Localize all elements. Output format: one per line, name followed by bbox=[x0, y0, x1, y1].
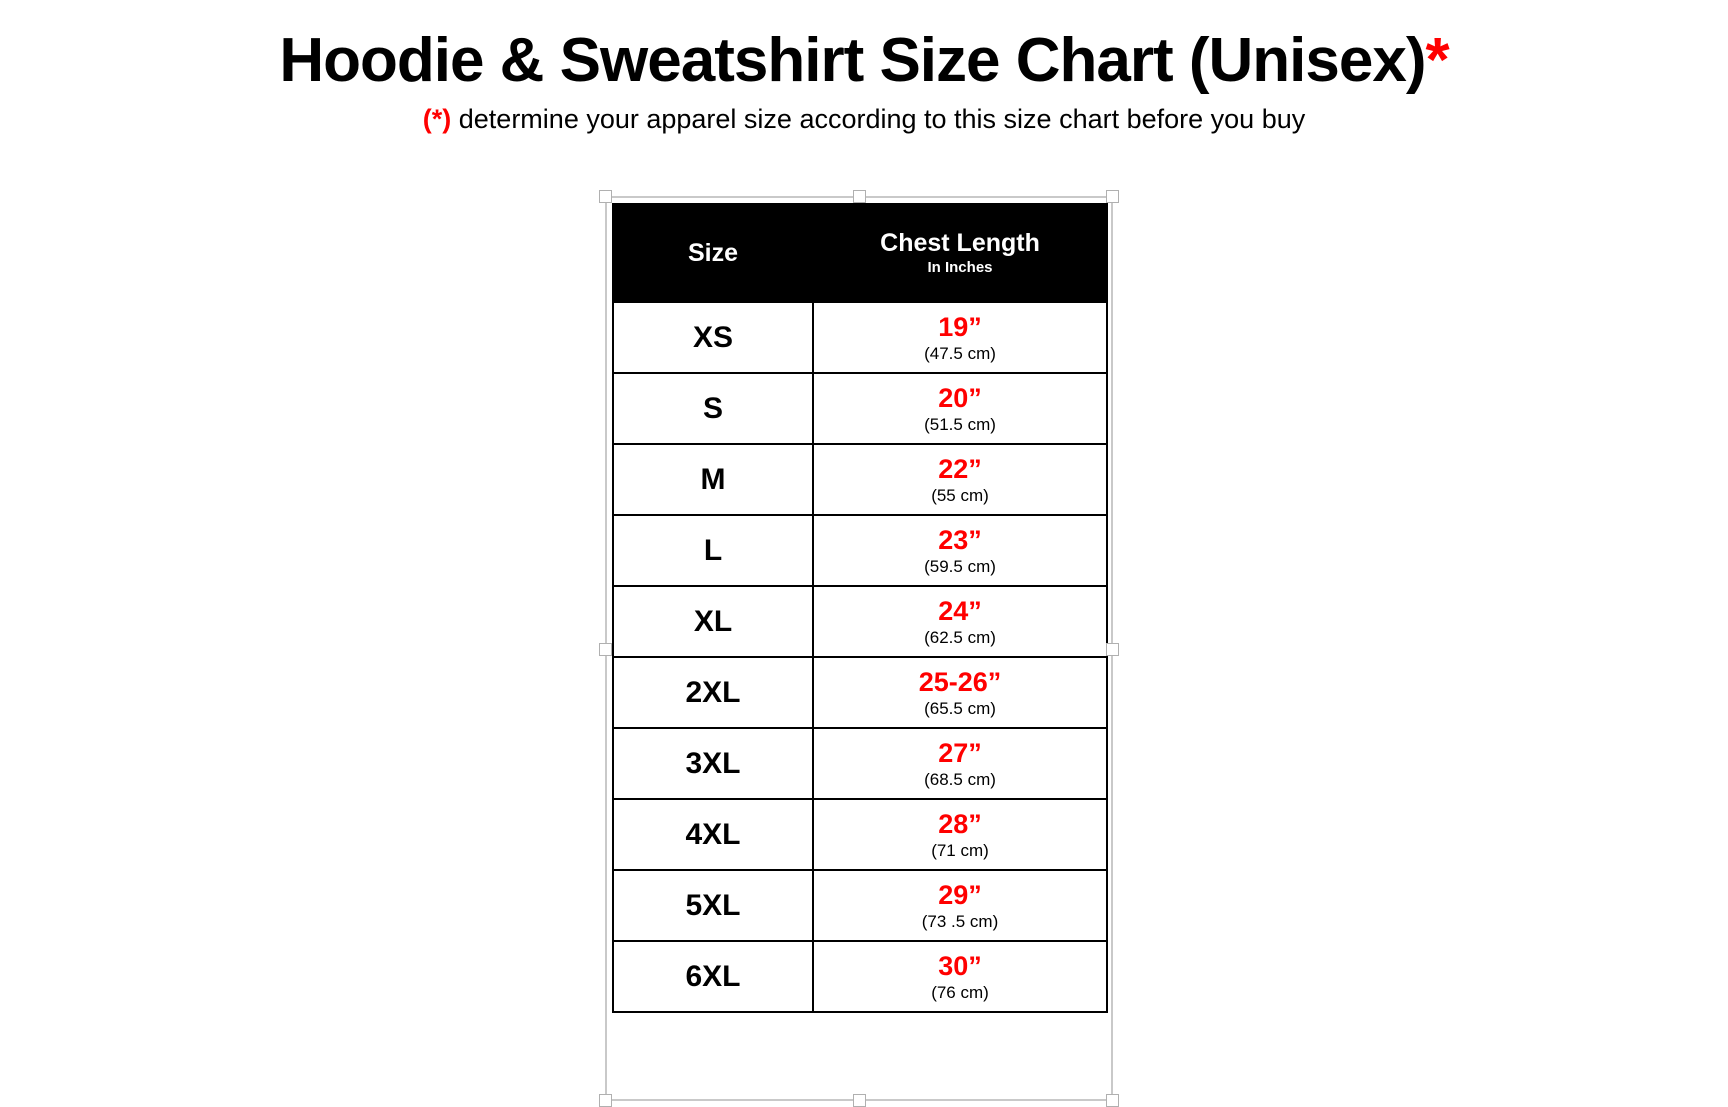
column-header-chest-sub: In Inches bbox=[927, 259, 993, 277]
cell-chest-cm: (47.5 cm) bbox=[924, 343, 996, 363]
cell-chest-inches: 28” bbox=[938, 808, 982, 839]
subtitle-text: determine your apparel size according to this size chart before you buy bbox=[451, 104, 1306, 135]
resize-handle-middle-right[interactable] bbox=[1106, 643, 1119, 656]
subtitle-asterisk: (*) bbox=[422, 104, 452, 135]
column-header-chest-main: Chest Length bbox=[880, 228, 1040, 257]
cell-size: S bbox=[613, 373, 813, 444]
cell-chest bbox=[813, 941, 1107, 1012]
table-row bbox=[613, 870, 1107, 941]
table-body bbox=[613, 302, 1107, 1012]
cell-chest-inches: 25-26” bbox=[918, 666, 1002, 697]
column-header-size: Size bbox=[613, 204, 813, 302]
cell-chest bbox=[813, 373, 1107, 444]
resize-handle-top-right[interactable] bbox=[1106, 190, 1119, 203]
table-row bbox=[613, 515, 1107, 586]
cell-chest-inches: 29” bbox=[938, 879, 982, 910]
cell-size: XS bbox=[613, 302, 813, 373]
page-title bbox=[0, 28, 1728, 93]
page-subtitle bbox=[0, 105, 1728, 135]
cell-chest-cm: (73 .5 cm) bbox=[921, 911, 999, 931]
cell-size: 3XL bbox=[613, 728, 813, 799]
table-header-row bbox=[613, 204, 1107, 302]
cell-size: 2XL bbox=[613, 657, 813, 728]
cell-chest-cm: (71 cm) bbox=[931, 840, 989, 860]
resize-handle-bottom-right[interactable] bbox=[1106, 1094, 1119, 1107]
table-row bbox=[613, 444, 1107, 515]
cell-chest-cm: (55 cm) bbox=[931, 485, 989, 505]
cell-chest bbox=[813, 728, 1107, 799]
cell-chest-inches: 22” bbox=[938, 453, 982, 484]
cell-chest-cm: (68.5 cm) bbox=[924, 769, 996, 789]
cell-chest-inches: 19” bbox=[938, 311, 982, 342]
table-row bbox=[613, 373, 1107, 444]
table-header bbox=[613, 204, 1107, 302]
cell-chest bbox=[813, 870, 1107, 941]
resize-handle-bottom-left[interactable] bbox=[599, 1094, 612, 1107]
table-row bbox=[613, 728, 1107, 799]
cell-size: 5XL bbox=[613, 870, 813, 941]
cell-chest bbox=[813, 302, 1107, 373]
cell-chest-cm: (65.5 cm) bbox=[924, 698, 996, 718]
resize-handle-top-center[interactable] bbox=[853, 190, 866, 203]
cell-chest-cm: (76 cm) bbox=[931, 982, 989, 1002]
cell-chest-cm: (62.5 cm) bbox=[924, 627, 996, 647]
cell-chest bbox=[813, 657, 1107, 728]
title-asterisk: * bbox=[1425, 26, 1449, 95]
cell-chest bbox=[813, 799, 1107, 870]
page-title-text: Hoodie & Sweatshirt Size Chart (Unisex) bbox=[279, 26, 1426, 95]
cell-size: 4XL bbox=[613, 799, 813, 870]
size-chart-page bbox=[0, 28, 1728, 1106]
cell-size: M bbox=[613, 444, 813, 515]
size-chart-table bbox=[612, 203, 1108, 1013]
cell-chest bbox=[813, 586, 1107, 657]
cell-chest-inches: 23” bbox=[938, 524, 982, 555]
table-row bbox=[613, 799, 1107, 870]
cell-size: XL bbox=[613, 586, 813, 657]
table-row bbox=[613, 586, 1107, 657]
cell-chest-inches: 30” bbox=[938, 950, 982, 981]
cell-chest-cm: (51.5 cm) bbox=[924, 414, 996, 434]
cell-size: L bbox=[613, 515, 813, 586]
resize-handle-bottom-center[interactable] bbox=[853, 1094, 866, 1107]
resize-handle-top-left[interactable] bbox=[599, 190, 612, 203]
column-header-chest bbox=[813, 204, 1107, 302]
cell-size: 6XL bbox=[613, 941, 813, 1012]
table-row bbox=[613, 302, 1107, 373]
table-row bbox=[613, 657, 1107, 728]
cell-chest bbox=[813, 444, 1107, 515]
size-table-container[interactable] bbox=[605, 196, 1113, 1101]
cell-chest-inches: 20” bbox=[938, 382, 982, 413]
cell-chest-cm: (59.5 cm) bbox=[924, 556, 996, 576]
cell-chest-inches: 27” bbox=[938, 737, 982, 768]
cell-chest-inches: 24” bbox=[938, 595, 982, 626]
table-row bbox=[613, 941, 1107, 1012]
resize-handle-middle-left[interactable] bbox=[599, 643, 612, 656]
cell-chest bbox=[813, 515, 1107, 586]
